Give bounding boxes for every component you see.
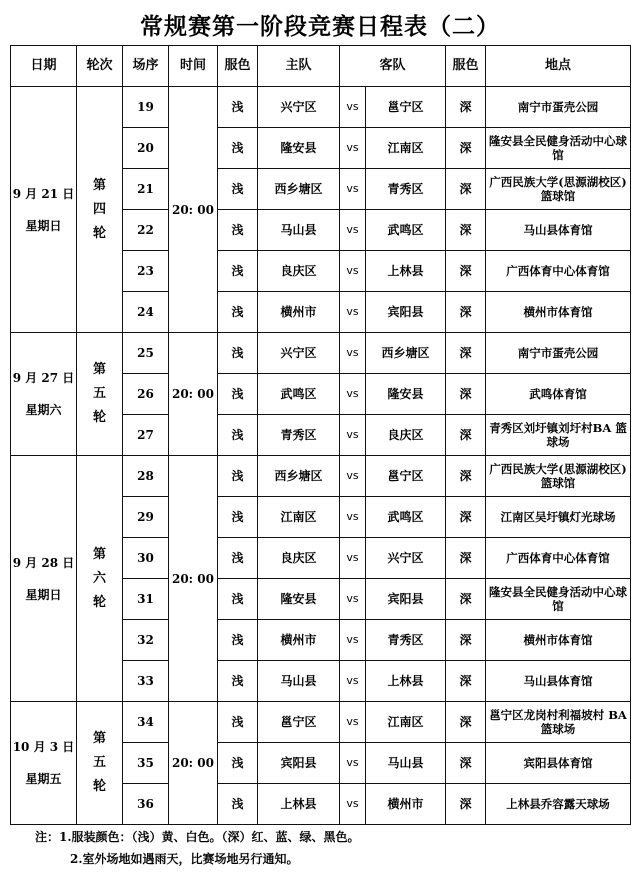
date-cell xyxy=(11,702,77,825)
home-team: 青秀区 xyxy=(258,415,340,456)
venue: 江南区吴圩镇灯光球场 xyxy=(486,497,631,538)
vs-label: vs xyxy=(340,374,366,415)
home-team: 邕宁区 xyxy=(258,702,340,743)
jersey-home: 浅 xyxy=(218,497,258,538)
date-cell xyxy=(11,87,77,333)
away-team: 隆安县 xyxy=(366,374,446,415)
notes xyxy=(35,826,360,870)
vs-label: vs xyxy=(340,579,366,620)
jersey-home: 浅 xyxy=(218,743,258,784)
header-round: 轮次 xyxy=(77,46,123,87)
round-char: 四 xyxy=(92,201,106,217)
vs-label: vs xyxy=(340,620,366,661)
jersey-away: 深 xyxy=(446,169,486,210)
away-team: 青秀区 xyxy=(366,169,446,210)
match-weekday: 星期六 xyxy=(25,403,62,417)
round-char: 轮 xyxy=(92,225,106,241)
venue: 上林县乔容露天球场 xyxy=(486,784,631,825)
venue: 马山县体育馆 xyxy=(486,210,631,251)
time-cell: 20: 00 xyxy=(169,87,218,333)
vs-label: vs xyxy=(340,497,366,538)
venue: 邕宁区龙岗村利福坡村 BA 篮球场 xyxy=(486,702,631,743)
jersey-away: 深 xyxy=(446,579,486,620)
home-team: 隆安县 xyxy=(258,579,340,620)
match-number: 36 xyxy=(123,784,169,825)
jersey-home: 浅 xyxy=(218,620,258,661)
jersey-away: 深 xyxy=(446,702,486,743)
jersey-away: 深 xyxy=(446,251,486,292)
header-jersey-home: 服色 xyxy=(218,46,258,87)
vs-label: vs xyxy=(340,661,366,702)
venue: 广西体育中心体育馆 xyxy=(486,251,631,292)
vs-label: vs xyxy=(340,128,366,169)
round-char: 五 xyxy=(92,755,106,770)
jersey-home: 浅 xyxy=(218,661,258,702)
schedule-body xyxy=(11,87,631,825)
date-cell xyxy=(11,333,77,456)
match-date: 9 月 21 日 xyxy=(12,186,75,201)
home-team: 横州市 xyxy=(258,620,340,661)
round-cell xyxy=(77,87,123,333)
away-team: 马山县 xyxy=(366,743,446,784)
match-number: 32 xyxy=(123,620,169,661)
match-number: 33 xyxy=(123,661,169,702)
away-team: 宾阳县 xyxy=(366,292,446,333)
jersey-away: 深 xyxy=(446,497,486,538)
away-team: 良庆区 xyxy=(366,415,446,456)
away-team: 江南区 xyxy=(366,702,446,743)
home-team: 隆安县 xyxy=(258,128,340,169)
away-team: 武鸣区 xyxy=(366,497,446,538)
match-number: 31 xyxy=(123,579,169,620)
match-number: 30 xyxy=(123,538,169,579)
jersey-away: 深 xyxy=(446,292,486,333)
round-char: 六 xyxy=(92,570,106,586)
away-team: 西乡塘区 xyxy=(366,333,446,374)
round-char: 第 xyxy=(92,362,106,377)
note-1: 注：1.服装颜色：（浅）黄、白色。（深）红、蓝、绿、黑色。 xyxy=(35,830,360,844)
time-cell: 20: 00 xyxy=(169,333,218,456)
jersey-away: 深 xyxy=(446,128,486,169)
jersey-away: 深 xyxy=(446,374,486,415)
jersey-home: 浅 xyxy=(218,702,258,743)
jersey-home: 浅 xyxy=(218,87,258,128)
home-team: 宾阳县 xyxy=(258,743,340,784)
vs-label: vs xyxy=(340,702,366,743)
jersey-home: 浅 xyxy=(218,210,258,251)
away-team: 邕宁区 xyxy=(366,456,446,497)
match-number: 25 xyxy=(123,333,169,374)
match-number: 19 xyxy=(123,87,169,128)
jersey-away: 深 xyxy=(446,333,486,374)
round-cell xyxy=(77,702,123,825)
time-cell: 20: 00 xyxy=(169,456,218,702)
match-row xyxy=(11,702,631,743)
round-char: 第 xyxy=(92,546,106,562)
home-team: 江南区 xyxy=(258,497,340,538)
match-number: 20 xyxy=(123,128,169,169)
jersey-home: 浅 xyxy=(218,292,258,333)
venue: 横州市体育馆 xyxy=(486,620,631,661)
jersey-home: 浅 xyxy=(218,128,258,169)
jersey-home: 浅 xyxy=(218,415,258,456)
round-char: 第 xyxy=(92,177,106,193)
away-team: 宾阳县 xyxy=(366,579,446,620)
venue: 横州市体育馆 xyxy=(486,292,631,333)
venue: 武鸣体育馆 xyxy=(486,374,631,415)
away-team: 武鸣区 xyxy=(366,210,446,251)
away-team: 上林县 xyxy=(366,251,446,292)
away-team: 横州市 xyxy=(366,784,446,825)
vs-label: vs xyxy=(340,210,366,251)
away-team: 兴宁区 xyxy=(366,538,446,579)
match-row xyxy=(11,333,631,374)
away-team: 江南区 xyxy=(366,128,446,169)
match-number: 21 xyxy=(123,169,169,210)
vs-label: vs xyxy=(340,538,366,579)
away-team: 邕宁区 xyxy=(366,87,446,128)
match-date: 10 月 3 日 xyxy=(12,740,75,754)
home-team: 武鸣区 xyxy=(258,374,340,415)
vs-label: vs xyxy=(340,784,366,825)
jersey-away: 深 xyxy=(446,415,486,456)
jersey-home: 浅 xyxy=(218,784,258,825)
jersey-home: 浅 xyxy=(218,333,258,374)
jersey-away: 深 xyxy=(446,743,486,784)
round-char: 轮 xyxy=(92,410,106,425)
away-team: 青秀区 xyxy=(366,620,446,661)
header-jersey-away: 服色 xyxy=(446,46,486,87)
round-char: 第 xyxy=(92,731,106,746)
match-number: 34 xyxy=(123,702,169,743)
header-match-no: 场序 xyxy=(123,46,169,87)
match-row xyxy=(11,87,631,128)
match-number: 29 xyxy=(123,497,169,538)
match-weekday: 星期日 xyxy=(25,218,62,233)
vs-label: vs xyxy=(340,87,366,128)
round-cell xyxy=(77,333,123,456)
home-team: 马山县 xyxy=(258,661,340,702)
round-char: 五 xyxy=(92,386,106,401)
vs-label: vs xyxy=(340,456,366,497)
vs-label: vs xyxy=(340,743,366,784)
header-home: 主队 xyxy=(258,46,340,87)
note-2: 2.室外场地如遇雨天，比赛场地另行通知。 xyxy=(70,852,299,866)
home-team: 西乡塘区 xyxy=(258,456,340,497)
date-cell xyxy=(11,456,77,702)
home-team: 兴宁区 xyxy=(258,333,340,374)
jersey-home: 浅 xyxy=(218,538,258,579)
time-cell: 20: 00 xyxy=(169,702,218,825)
venue: 宾阳县体育馆 xyxy=(486,743,631,784)
header-time: 时间 xyxy=(169,46,218,87)
schedule-table xyxy=(10,45,631,825)
home-team: 兴宁区 xyxy=(258,87,340,128)
jersey-home: 浅 xyxy=(218,374,258,415)
jersey-away: 深 xyxy=(446,210,486,251)
match-date: 9 月 27 日 xyxy=(12,371,75,385)
home-team: 上林县 xyxy=(258,784,340,825)
round-char: 轮 xyxy=(92,594,106,610)
venue: 南宁市蛋壳公园 xyxy=(486,333,631,374)
vs-label: vs xyxy=(340,251,366,292)
home-team: 西乡塘区 xyxy=(258,169,340,210)
header-date: 日期 xyxy=(11,46,77,87)
venue: 马山县体育馆 xyxy=(486,661,631,702)
round-cell xyxy=(77,456,123,702)
jersey-home: 浅 xyxy=(218,169,258,210)
jersey-away: 深 xyxy=(446,87,486,128)
header-away: 客队 xyxy=(340,46,446,87)
vs-label: vs xyxy=(340,292,366,333)
round-char: 轮 xyxy=(92,779,106,794)
venue: 隆安县全民健身活动中心球馆 xyxy=(486,128,631,169)
venue: 隆安县全民健身活动中心球馆 xyxy=(486,579,631,620)
vs-label: vs xyxy=(340,333,366,374)
match-date: 9 月 28 日 xyxy=(12,555,75,570)
match-number: 35 xyxy=(123,743,169,784)
home-team: 良庆区 xyxy=(258,251,340,292)
jersey-away: 深 xyxy=(446,620,486,661)
match-number: 26 xyxy=(123,374,169,415)
match-number: 22 xyxy=(123,210,169,251)
match-number: 28 xyxy=(123,456,169,497)
venue: 广西体育中心体育馆 xyxy=(486,538,631,579)
jersey-home: 浅 xyxy=(218,579,258,620)
away-team: 上林县 xyxy=(366,661,446,702)
match-row xyxy=(11,456,631,497)
page-title: 常规赛第一阶段竞赛日程表（二） xyxy=(140,13,500,40)
match-weekday: 星期日 xyxy=(25,587,62,602)
header-row xyxy=(11,46,631,87)
jersey-home: 浅 xyxy=(218,456,258,497)
jersey-away: 深 xyxy=(446,538,486,579)
jersey-home: 浅 xyxy=(218,251,258,292)
jersey-away: 深 xyxy=(446,661,486,702)
match-number: 24 xyxy=(123,292,169,333)
home-team: 良庆区 xyxy=(258,538,340,579)
venue: 广西民族大学(思源湖校区)篮球馆 xyxy=(486,169,631,210)
venue: 广西民族大学(思源湖校区)篮球馆 xyxy=(486,456,631,497)
header-venue: 地点 xyxy=(486,46,631,87)
home-team: 马山县 xyxy=(258,210,340,251)
jersey-away: 深 xyxy=(446,784,486,825)
match-number: 27 xyxy=(123,415,169,456)
match-number: 23 xyxy=(123,251,169,292)
home-team: 横州市 xyxy=(258,292,340,333)
match-weekday: 星期五 xyxy=(25,772,62,786)
jersey-away: 深 xyxy=(446,456,486,497)
venue: 青秀区刘圩镇刘圩村BA 篮球场 xyxy=(486,415,631,456)
venue: 南宁市蛋壳公园 xyxy=(486,87,631,128)
vs-label: vs xyxy=(340,415,366,456)
vs-label: vs xyxy=(340,169,366,210)
